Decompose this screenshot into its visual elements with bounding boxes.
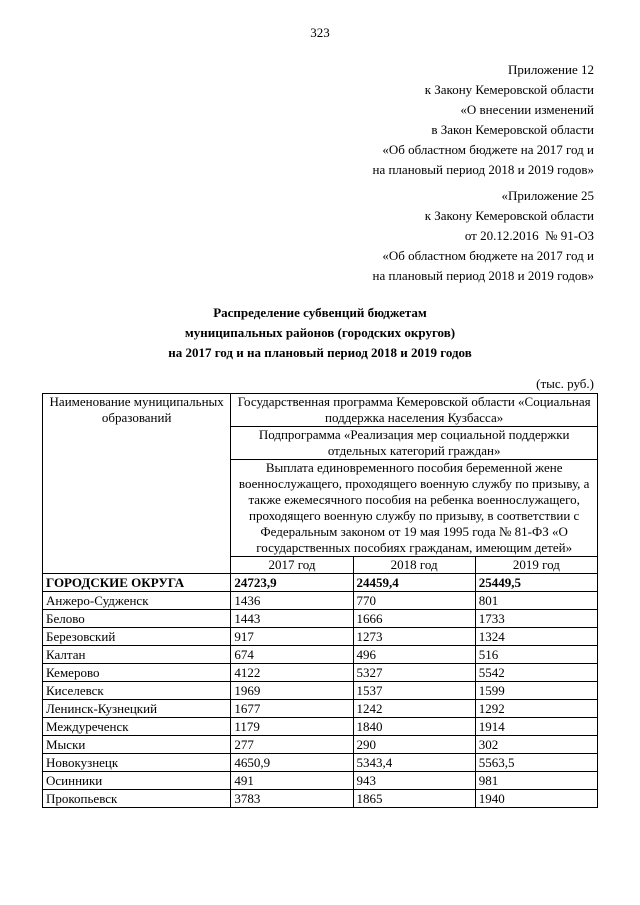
row-name: Новокузнецк	[43, 754, 231, 772]
row-value-2018: 1840	[353, 718, 475, 736]
row-value-2018: 1666	[353, 610, 475, 628]
row-value-2017: 1179	[231, 718, 353, 736]
row-value-2017: 1969	[231, 682, 353, 700]
title-line: Распределение субвенций бюджетам	[213, 305, 427, 320]
row-value-2019: 1599	[475, 682, 597, 700]
units-label: (тыс. руб.)	[536, 376, 594, 391]
row-value-2018: 1242	[353, 700, 475, 718]
row-name: Междуреченск	[43, 718, 231, 736]
row-value-2018: 770	[353, 592, 475, 610]
year-header-2018: 2018 год	[353, 557, 475, 574]
table-row	[43, 754, 598, 772]
page-number: 323	[310, 25, 330, 40]
table-row	[43, 718, 598, 736]
table-row	[43, 682, 598, 700]
table-row	[43, 664, 598, 682]
measure-header: Выплата единовременного пособия беременной жене военнослужащего, проходящего военную службу по призыву, а также ежемесячного пособия на ребенка военнослужащего, проходящего военную службу по призыву, в соответствии с Федеральным законом от 19 мая 1995 года № 81-ФЗ «О государственных пособиях гражданам, имеющим детей»	[231, 460, 598, 557]
document-title	[0, 303, 640, 363]
year-header-2019: 2019 год	[475, 557, 597, 574]
row-value-2019: 516	[475, 646, 597, 664]
subventions-table	[42, 393, 598, 808]
table-row	[43, 772, 598, 790]
annex-line: от 20.12.2016 № 91-ОЗ	[464, 228, 594, 243]
row-value-2017: 674	[231, 646, 353, 664]
table-row	[43, 610, 598, 628]
name-column-header: Наименование муниципальных образований	[43, 394, 231, 574]
row-value-2019: 1733	[475, 610, 597, 628]
annex-line: Приложение 12	[507, 62, 594, 77]
row-value-2019: 5542	[475, 664, 597, 682]
title-line: муниципальных районов (городских округов)	[184, 325, 456, 340]
table-row-total	[43, 574, 598, 592]
annex-line: «Об областном бюджете на 2017 год и	[382, 248, 594, 263]
row-name: ГОРОДСКИЕ ОКРУГА	[43, 574, 231, 592]
row-name: Ленинск-Кузнецкий	[43, 700, 231, 718]
row-value-2018: 1273	[353, 628, 475, 646]
annex-line: в Закон Кемеровской области	[431, 122, 594, 137]
row-name: Белово	[43, 610, 231, 628]
row-name: Калтан	[43, 646, 231, 664]
subprogram-header: Подпрограмма «Реализация мер социальной поддержки отдельных категорий граждан»	[231, 427, 598, 460]
table-row	[43, 700, 598, 718]
row-value-2018: 290	[353, 736, 475, 754]
row-value-2019: 1914	[475, 718, 597, 736]
row-value-2018: 24459,4	[353, 574, 475, 592]
annex-line: на плановый период 2018 и 2019 годов»	[372, 268, 594, 283]
row-value-2017: 4122	[231, 664, 353, 682]
row-value-2017: 1436	[231, 592, 353, 610]
annex-reference-second	[373, 186, 595, 286]
annex-line: на плановый период 2018 и 2019 годов»	[372, 162, 594, 177]
row-value-2019: 302	[475, 736, 597, 754]
row-value-2019: 1940	[475, 790, 597, 808]
row-name: Анжеро-Судженск	[43, 592, 231, 610]
row-value-2018: 496	[353, 646, 475, 664]
table-row	[43, 628, 598, 646]
row-value-2019: 1292	[475, 700, 597, 718]
row-value-2017: 277	[231, 736, 353, 754]
table-row	[43, 592, 598, 610]
row-value-2017: 1677	[231, 700, 353, 718]
table-row	[43, 646, 598, 664]
table-row	[43, 736, 598, 754]
row-value-2017: 491	[231, 772, 353, 790]
annex-line: к Закону Кемеровской области	[424, 208, 594, 223]
row-value-2017: 1443	[231, 610, 353, 628]
row-name: Березовский	[43, 628, 231, 646]
row-value-2017: 24723,9	[231, 574, 353, 592]
row-value-2018: 5327	[353, 664, 475, 682]
row-value-2019: 1324	[475, 628, 597, 646]
row-value-2017: 3783	[231, 790, 353, 808]
row-name: Мыски	[43, 736, 231, 754]
annex-line: «О внесении изменений	[460, 102, 594, 117]
annex-line: «Об областном бюджете на 2017 год и	[382, 142, 594, 157]
row-name: Киселевск	[43, 682, 231, 700]
annex-line: к Закону Кемеровской области	[424, 82, 594, 97]
row-name: Осинники	[43, 772, 231, 790]
row-value-2017: 917	[231, 628, 353, 646]
row-value-2018: 5343,4	[353, 754, 475, 772]
annex-reference-top	[373, 60, 595, 180]
row-value-2019: 5563,5	[475, 754, 597, 772]
row-value-2019: 25449,5	[475, 574, 597, 592]
annex-line: «Приложение 25	[501, 188, 594, 203]
year-header-2017: 2017 год	[231, 557, 353, 574]
row-name: Прокопьевск	[43, 790, 231, 808]
program-header: Государственная программа Кемеровской области «Социальная поддержка населения Кузбасса»	[231, 394, 598, 427]
row-value-2018: 1537	[353, 682, 475, 700]
row-name: Кемерово	[43, 664, 231, 682]
row-value-2018: 1865	[353, 790, 475, 808]
row-value-2018: 943	[353, 772, 475, 790]
row-value-2017: 4650,9	[231, 754, 353, 772]
title-line: на 2017 год и на плановый период 2018 и 2019 годов	[168, 345, 472, 360]
table-row	[43, 790, 598, 808]
row-value-2019: 981	[475, 772, 597, 790]
row-value-2019: 801	[475, 592, 597, 610]
